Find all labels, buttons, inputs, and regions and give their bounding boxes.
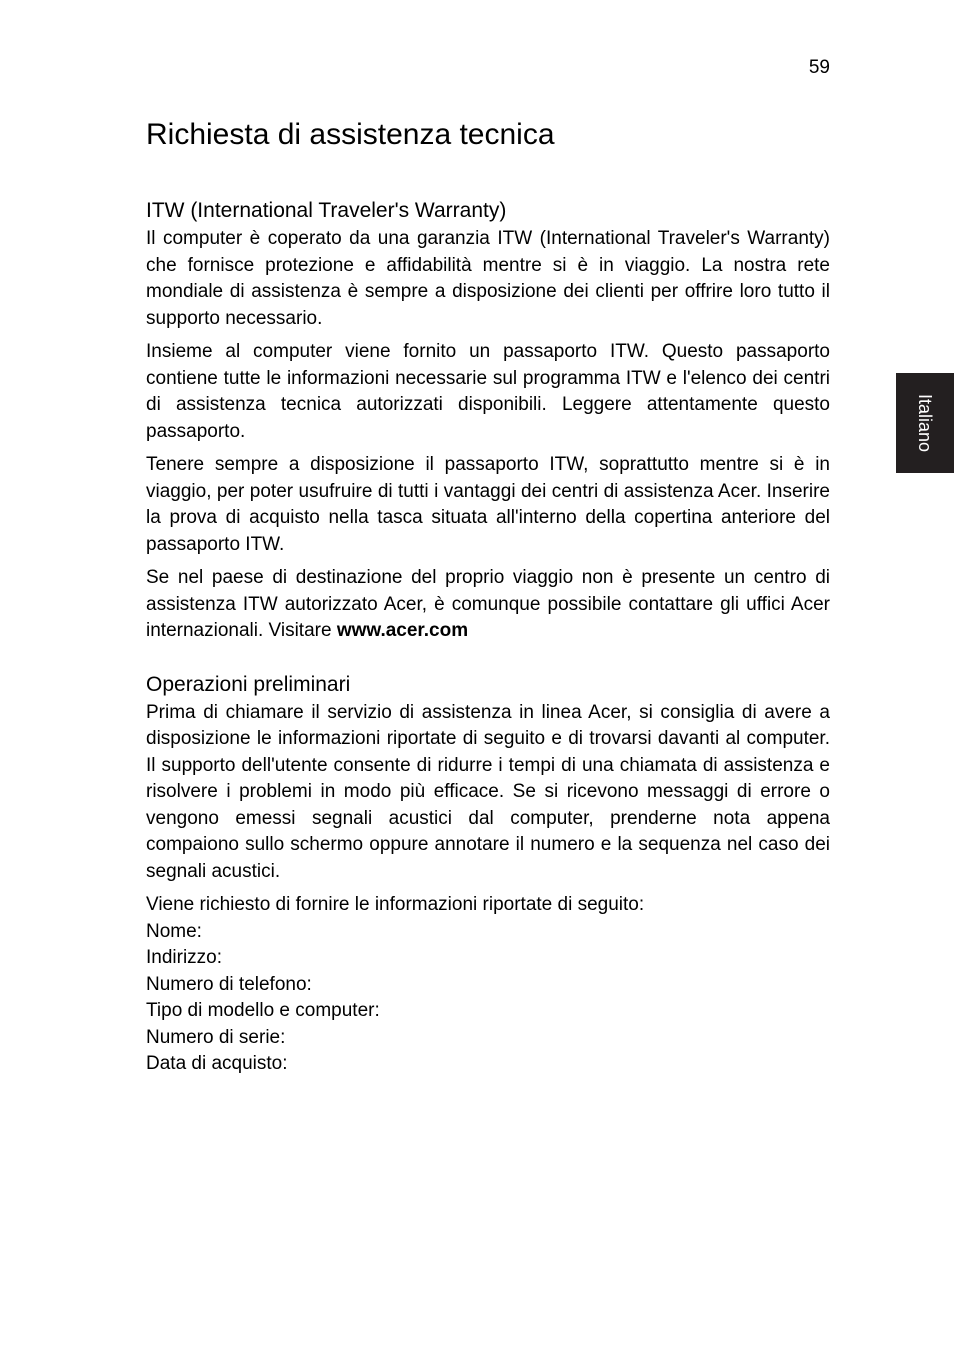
- paragraph: Il computer è coperato da una garanzia ITW (International Traveler's Warranty) che fornisce protezione e affidabilità mentre si è in viaggio. La nostra rete mondiale di assistenza è sempre a disposizione dei clienti per offrire loro tutto il supporto necessario.: [146, 228, 830, 329]
- list-item: Numero di telefono:: [146, 973, 312, 995]
- page-number: 59: [808, 57, 830, 78]
- section-heading-preliminary: Operazioni preliminari: [146, 672, 351, 696]
- section-heading-itw: ITW (International Traveler's Warranty): [146, 199, 507, 222]
- section-preliminary: [146, 672, 830, 1078]
- section-itw: [146, 198, 830, 645]
- list-item: Numero di serie:: [146, 1026, 286, 1048]
- side-tab-label: Italiano: [915, 393, 935, 453]
- paragraph: Tenere sempre a disposizione il passaporto ITW, soprattutto mentre si è in viaggio, per poter usufruire di tutti i vantaggi dei centri di assistenza Acer. Inserire la prova di acquisto nella tasca situata all'interno della copertina anteriore del passaporto ITW.: [146, 454, 830, 555]
- paragraph: Insieme al computer viene fornito un passaporto ITW. Questo passaporto contiene tutte le informazioni necessarie sul programma ITW e l'elenco dei centri di assistenza tecnica autorizzati disponibili. Leggere attentamente questo passaporto.: [146, 341, 830, 442]
- paragraph: Prima di chiamare il servizio di assistenza in linea Acer, si consiglia di avere a disposizione le informazioni riportate di seguito e di trovarsi davanti al computer. Il supporto dell'utente consente di ridurre i tempi di una chiamata di assistenza e risolvere i problemi in modo più efficace. Se si ricevono messaggi di errore o vengono emessi segnali acustici dal computer, prenderne nota appena compaiono sullo schermo oppure annotare il numero e la sequenza nel caso dei segnali acustici.: [146, 701, 830, 882]
- paragraph-with-link: [146, 565, 830, 645]
- required-info-list: [146, 919, 830, 1078]
- list-item: Tipo di modello e computer:: [146, 1000, 380, 1021]
- acer-website-link[interactable]: www.acer.com: [336, 620, 469, 641]
- list-intro: Viene richiesto di fornire le informazioni riportate di seguito:: [146, 894, 645, 915]
- list-item: Nome:: [146, 920, 202, 942]
- list-item: Indirizzo:: [146, 947, 223, 968]
- paragraph-text: Se nel paese di destinazione del proprio viaggio non è presente un centro di assistenza ITW autorizzato Acer, è comunque possibile contattare gli uffici Acer internazionali. Visitare: [146, 567, 830, 641]
- page-title: Richiesta di assistenza tecnica: [146, 118, 555, 151]
- list-item: Data di acquisto:: [146, 1053, 288, 1074]
- language-side-tab: [896, 373, 954, 473]
- page-content: [146, 116, 830, 1078]
